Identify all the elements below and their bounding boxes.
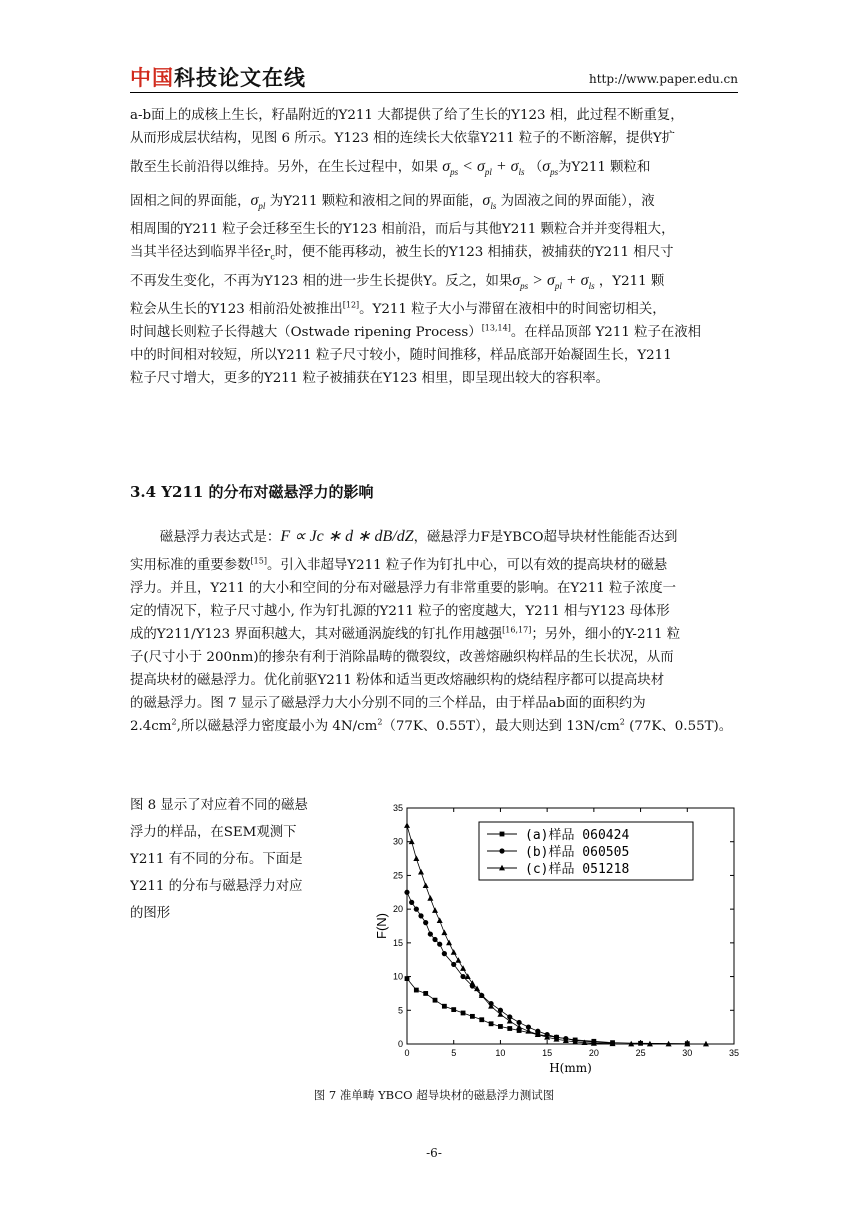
data-point-series-2 xyxy=(525,1028,531,1034)
header-url: http://www.paper.edu.cn xyxy=(588,72,738,86)
text-line: 的磁悬浮力。图 7 显示了磁悬浮力大小分别不同的三个样品，由于样品ab面的面积约为 xyxy=(130,696,646,711)
legend-label: (c)样品 051218 xyxy=(525,862,630,877)
x-tick-label: 35 xyxy=(728,1048,740,1058)
text-line: 浮力的样品，在SEM观测下 xyxy=(130,825,297,840)
legend-label: (a)样品 060424 xyxy=(525,828,630,843)
data-point-series-0 xyxy=(498,1024,503,1029)
chart-svg xyxy=(360,798,750,1088)
data-point-series-0 xyxy=(414,988,419,993)
data-point-series-0 xyxy=(470,1014,475,1019)
data-point-series-1 xyxy=(442,951,447,956)
text-line: 子(尺寸小于 200nm)的掺杂有利于消除晶畴的微裂纹，改善熔融织构样品的生长状况，从而 xyxy=(130,650,674,665)
data-point-series-2 xyxy=(460,965,466,971)
legend-marker xyxy=(500,832,505,837)
text-line: 时间越长则粒子长得越大（Ostwade ripening Process）[13,14]。在样品顶部 Y211 粒子在液相 xyxy=(130,323,702,340)
data-point-series-0 xyxy=(433,998,438,1003)
text-line: 定的情况下，粒子尺寸越小, 作为钉扎源的Y211 粒子的密度越大，Y211 相与Y123 母体形 xyxy=(130,604,670,619)
paragraph-3 xyxy=(130,792,340,927)
text-line: 磁悬浮力表达式是：F ∝ Jc ∗ d ∗ dB/dZ，磁悬浮力F是YBCO超导块材性能能否达到 xyxy=(159,528,678,545)
data-point-series-2 xyxy=(455,957,461,963)
page-header xyxy=(130,62,738,92)
data-point-series-2 xyxy=(446,940,452,946)
text-line: 中的时间相对较短，所以Y211 粒子尺寸较小，随时间推移，样品底部开始凝固生长，Y211 xyxy=(130,348,672,363)
figure-caption: 图 7 准单畴 YBCO 超导块材的磁悬浮力测试图 xyxy=(313,1088,555,1102)
y-tick-label: 10 xyxy=(392,971,403,982)
y-axis-label: F(N) xyxy=(374,913,389,939)
data-point-series-1 xyxy=(409,900,414,905)
math-formula: F ∝ Jc ∗ d ∗ dB/dZ xyxy=(280,528,414,545)
text-line: 相周围的Y211 粒子会迁移至生长的Y123 相前沿，而后与其他Y211 颗粒合并并变得粗大， xyxy=(130,222,675,237)
text-line: 当其半径达到临界半径$r_c$时，便不能再移动，被生长的Y123 相捕获，被捕获的Y211 相尺寸 xyxy=(130,245,674,262)
data-point-series-1 xyxy=(437,942,442,947)
data-point-series-1 xyxy=(423,920,428,925)
text-line: 浮力。并且，Y211 的大小和空间的分布对磁悬浮力有非常重要的影响。在Y211 粒子浓度一 xyxy=(130,581,676,596)
text-line: Y211 有不同的分布。下面是 xyxy=(130,852,303,867)
data-point-series-2 xyxy=(418,869,424,875)
site-logo: 中国科技论文在线 xyxy=(130,66,306,90)
data-point-series-1 xyxy=(404,890,409,895)
data-point-series-0 xyxy=(451,1007,456,1012)
data-point-series-0 xyxy=(461,1011,466,1016)
text-line: 粒子尺寸增大，更多的Y211 粒子被捕获在Y123 相里，即呈现出较大的容积率。 xyxy=(130,371,610,386)
text-line: $2.4cm^2$,所以磁悬浮力密度最小为 $4N/cm^2(77K$、0.55T），最大则达到 $13N/cm^2$ (77K、0.55T)。 xyxy=(130,717,733,734)
x-tick-label: 5 xyxy=(451,1048,457,1058)
text-line: 的图形 xyxy=(130,906,171,921)
data-point-series-2 xyxy=(432,907,438,913)
text-line: 图 8 显示了对应着不同的磁悬 xyxy=(130,798,308,813)
y-tick-label: 30 xyxy=(392,836,403,847)
x-axis-label: H(mm) xyxy=(549,1061,592,1075)
page-number: -6- xyxy=(426,1146,442,1160)
text-line: 从而形成层状结构，见图 6 所示。Y123 相的连续长大依靠Y211 粒子的不断溶解，提供Y扩 xyxy=(130,131,676,146)
text-line: 散至生长前沿得以维持。另外，在生长过程中，如果 $\sigma_{ps} < \sigma_{pl} + \sigma_{ls}$ （$\sigma_{ps}$为Y211 颗粒和 xyxy=(130,158,651,178)
y-tick-label: 35 xyxy=(392,803,403,813)
data-point-series-0 xyxy=(489,1021,494,1026)
data-point-series-0 xyxy=(442,1004,447,1009)
y-tick-label: 0 xyxy=(397,1039,403,1049)
data-point-series-2 xyxy=(423,882,429,888)
x-tick-label: 30 xyxy=(682,1048,693,1058)
data-point-series-0 xyxy=(405,976,410,981)
text-line: 成的Y211/Y123 界面积越大，其对磁通涡旋线的钉扎作用越强[16,17]；另外，细小的Y-211 粒 xyxy=(130,625,681,642)
y-tick-label: 5 xyxy=(397,1005,403,1016)
figure-7-chart xyxy=(360,798,750,1088)
legend-marker xyxy=(499,848,504,853)
data-point-series-0 xyxy=(638,1041,643,1046)
x-tick-label: 25 xyxy=(635,1048,646,1058)
data-point-series-1 xyxy=(414,907,419,912)
text-line: Y211 的分布与磁悬浮力对应 xyxy=(130,879,303,894)
data-point-series-0 xyxy=(423,991,428,996)
y-tick-label: 15 xyxy=(392,937,403,948)
data-point-series-2 xyxy=(451,949,457,955)
math-inline: $\sigma_{ps} > \sigma_{pl} + \sigma_{ls}$ xyxy=(512,272,595,292)
y-tick-label: 20 xyxy=(392,904,403,915)
data-point-series-1 xyxy=(418,913,423,918)
data-point-series-2 xyxy=(427,895,433,901)
data-point-series-1 xyxy=(428,931,433,936)
data-point-series-0 xyxy=(479,1017,484,1022)
x-tick-label: 15 xyxy=(542,1048,553,1058)
paragraph-1 xyxy=(130,104,738,390)
data-point-series-2 xyxy=(465,973,471,979)
legend-label: (b)样品 060505 xyxy=(525,845,630,860)
text-line: 实用标准的重要参数[15]。引入非超导Y211 粒子作为钉扎中心，可以有效的提高块材的磁悬 xyxy=(130,556,668,573)
data-point-series-2 xyxy=(437,917,443,923)
data-point-series-2 xyxy=(507,1018,513,1024)
text-line: a-b面上的成核上生长，籽晶附近的Y211 大都提供了给了生长的Y123 相，此过程不断重复， xyxy=(130,108,684,123)
x-tick-label: 20 xyxy=(588,1048,599,1058)
text-line: 固相之间的界面能，$\sigma_{pl}$ 为Y211 颗粒和液相之间的界面能，$\sigma_{ls}$ 为固液之间的界面能），液 xyxy=(130,192,655,212)
header-rule xyxy=(130,92,738,93)
data-point-series-0 xyxy=(507,1026,512,1031)
x-tick-label: 10 xyxy=(495,1048,506,1058)
text-line: 不再发生变化，不再为Y123 相的进一步生长提供Y。反之，如果$\sigma_{ps} > \sigma_{pl} + \sigma_{ls}$ ，Y211 颗 xyxy=(130,272,665,292)
data-point-series-2 xyxy=(404,822,410,828)
data-point-series-1 xyxy=(460,974,465,979)
x-tick-label: 0 xyxy=(404,1048,410,1058)
data-point-series-1 xyxy=(432,937,437,942)
text-line: 粒会从生长的Y123 相前沿处被推出[12]。Y211 粒子大小与滞留在液相中的时间密切相关， xyxy=(130,300,666,317)
data-point-series-2 xyxy=(516,1024,522,1030)
data-point-series-2 xyxy=(413,855,419,861)
data-point-series-2 xyxy=(441,930,447,936)
paragraph-2 xyxy=(130,520,738,738)
text-line: 提高块材的磁悬浮力。优化前驱Y211 粉体和适当更改熔融织构的烧结程序都可以提高块材 xyxy=(130,673,665,688)
section-heading: 3.4 Y211 的分布对磁悬浮力的影响 xyxy=(130,483,374,501)
y-tick-label: 25 xyxy=(392,870,403,881)
math-inline: $\sigma_{ps} < \sigma_{pl} + \sigma_{ls}$ xyxy=(442,158,525,178)
